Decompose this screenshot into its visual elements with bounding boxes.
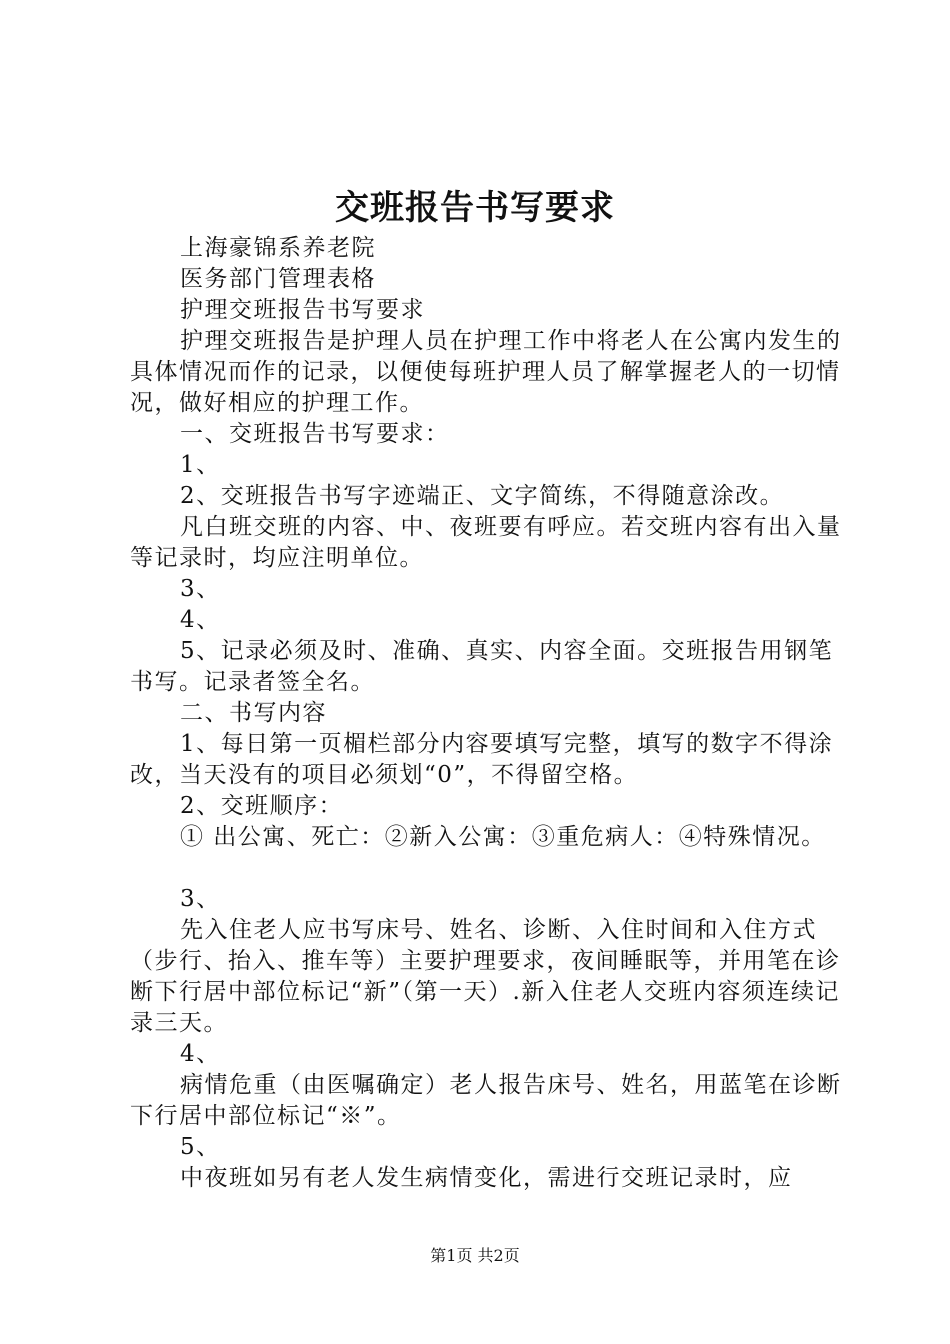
list-item: 2、交班顺序： xyxy=(180,793,344,819)
section-heading-2: 二、书写内容 xyxy=(180,700,327,726)
list-item: 3、 xyxy=(180,886,221,912)
document-title: 交班报告书写要求 xyxy=(335,188,615,228)
list-item: 3、 xyxy=(180,576,221,602)
list-item: 5、记录必须及时、准确、真实、内容全面。交班报告用钢笔书写。记录者签全名。 xyxy=(130,638,834,695)
list-item: 2、交班报告书写字迹端正、文字简练，不得随意涂改。 xyxy=(180,483,785,509)
paragraph-subtitle: 护理交班报告书写要求 xyxy=(180,297,425,323)
list-item: 1、每日第一页楣栏部分内容要填写完整，填写的数字不得涂改，当天没有的项目必须划“0”，不得留空格。 xyxy=(130,731,834,788)
paragraph: 先入住老人应书写床号、姓名、诊断、入住时间和入住方式（步行、抬入、推车等）主要护理要求，夜间睡眠等，并用笔在诊断下行居中部位标记“新”（第一天）.新入住老人交班内容须连续记录三天。 xyxy=(130,917,841,1036)
section-heading-1: 一、交班报告书写要求： xyxy=(180,421,450,447)
paragraph-department: 医务部门管理表格 xyxy=(180,266,376,292)
paragraph: 凡白班交班的内容、中、夜班要有呼应。若交班内容有出入量等记录时，均应注明单位。 xyxy=(130,514,842,571)
list-item: 4、 xyxy=(180,1041,221,1067)
document-body xyxy=(130,233,850,1194)
list-item: 1、 xyxy=(180,452,221,478)
paragraph-intro: 护理交班报告是护理人员在护理工作中将老人在公寓内发生的具体情况而作的记录，以便使每班护理人员了解掌握老人的一切情况，做好相应的护理工作。 xyxy=(130,328,842,416)
list-item: 4、 xyxy=(180,607,221,633)
paragraph-institution: 上海豪锦系养老院 xyxy=(180,235,376,261)
page-footer: 第1页 共2页 xyxy=(430,1246,520,1265)
handover-order-line: ① 出公寓、死亡：②新入公寓：③重危病人：④特殊情况。 xyxy=(180,824,826,850)
paragraph: 中夜班如另有老人发生病情变化，需进行交班记录时，应 xyxy=(180,1165,793,1191)
paragraph: 病情危重（由医嘱确定）老人报告床号、姓名，用蓝笔在诊断下行居中部位标记“※”。 xyxy=(130,1072,842,1129)
list-item: 5、 xyxy=(180,1134,221,1160)
